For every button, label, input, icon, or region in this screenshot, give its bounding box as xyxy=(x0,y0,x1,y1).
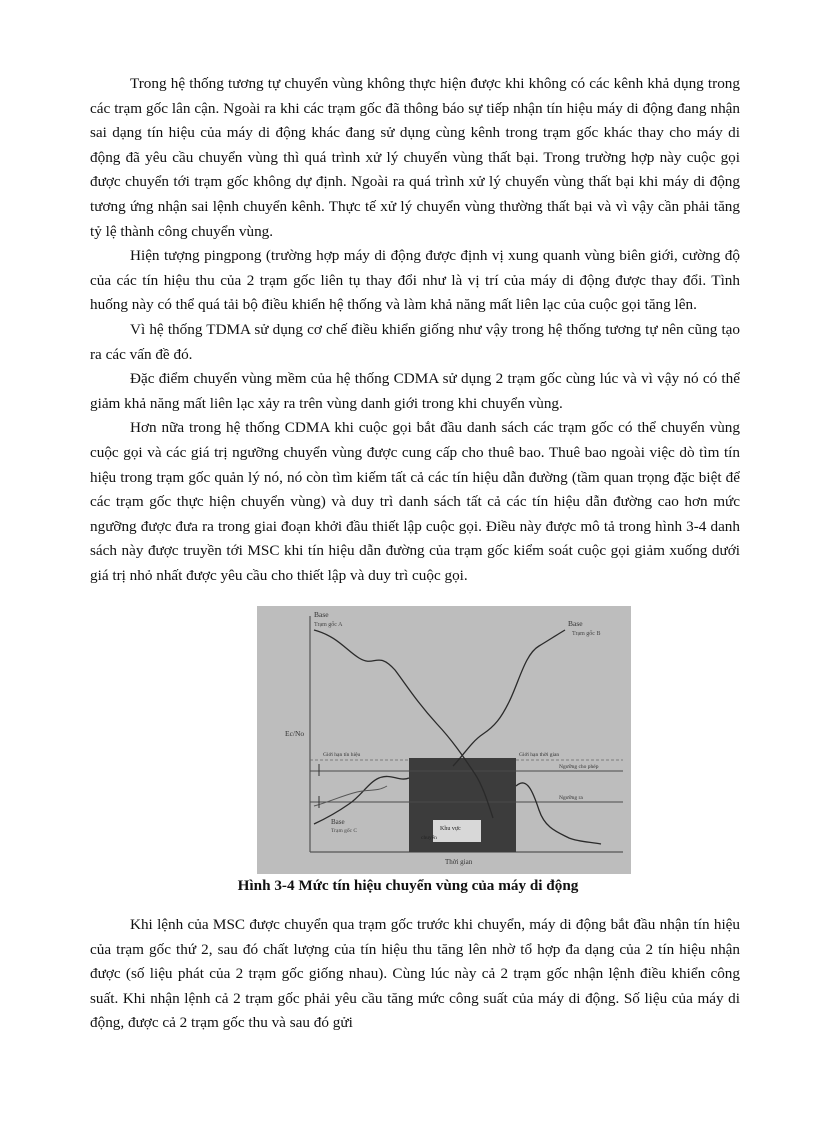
handoff-signal-figure xyxy=(257,606,631,874)
figure-caption: Hình 3-4 Mức tín hiệu chuyển vùng của máy di động xyxy=(237,877,579,894)
base-c-label: Base xyxy=(331,818,345,826)
base-c-sub-label: Trạm gốc C xyxy=(331,828,358,834)
base-a-sub-label: Trạm gốc A xyxy=(314,622,343,628)
threshold-allow-label: Ngưỡng cho phép xyxy=(559,764,599,770)
base-b-sub-label: Trạm gốc B xyxy=(572,631,601,637)
body-text-top xyxy=(90,72,740,588)
base-b-label: Base xyxy=(568,619,583,628)
signal-limit-label: Giới hạn tín hiệu xyxy=(323,752,361,758)
base-a-label: Base xyxy=(314,610,329,619)
x-axis-label: Thời gian xyxy=(445,858,473,866)
paragraph: Khi lệnh của MSC được chuyển qua trạm gốc trước khi chuyển, máy di động bắt đầu nhận tín hiệu của trạm gốc thứ 2, sau đó chất lượng của tín hiệu thu tăng lên nhờ tổ hợp đa dạng của 2 tín hiệu nhận được (số liệu phát của 2 trạm gốc giống nhau). Cùng lúc này cả 2 trạm gốc nhận lệnh điều khiển công suất. Khi nhận lệnh cả 2 trạm gốc phải yêu cầu tăng mức công suất của máy di động. Số liệu của máy di động, được cả 2 trạm gốc thu và sau đó gửi xyxy=(90,916,740,1032)
figure-graphic xyxy=(257,606,631,874)
paragraph: Đặc điểm chuyển vùng mềm của hệ thống CDMA sử dụng 2 trạm gốc cùng lúc và vì vậy nó có thể giảm khả năng mất liên lạc xảy ra trên vùng danh giới trong khi chuyển vùng. xyxy=(90,370,740,412)
paragraph: Hiện tượng pingpong (trường hợp máy di động được định vị xung quanh vùng biên giới, cường độ của các tín hiệu thu của 2 trạm gốc liên tụ thay đổi như là vị trí của máy di động được thay đổi. Tình huống này có thể quá tải bộ điều khiển hệ thống và làm khả năng mất liên lạc của cuộc gọi tăng lên. xyxy=(90,247,740,314)
y-axis-label: Ec/No xyxy=(285,729,305,738)
zone-label: Khu vực xyxy=(440,826,461,832)
paragraph: Trong hệ thống tương tự chuyển vùng không thực hiện được khi không có các kênh khả dụng trong các trạm gốc lân cận. Ngoài ra khi các trạm gốc đã thông báo sự tiếp nhận tín hiệu máy di động đang nhận sai dạng tín hiệu của máy di động khác đang sử dụng cùng kênh trong trạm gốc khác thay cho máy di động đã yêu cầu chuyển vùng thì quá trình xử lý chuyển vùng thất bại. Trong trường hợp này cuộc gọi được chuyển tới trạm gốc không dự định. Ngoài ra quá trình xử lý chuyển vùng thất bại khi máy di động tương ứng nhận sai lệnh chuyển kênh. Thực tế xử lý chuyển vùng thường thất bại và vì vậy cần phải tăng tỷ lệ thành công chuyển vùng. xyxy=(90,75,740,240)
zone-sub-label: chuyển xyxy=(421,835,437,841)
paragraph: Vì hệ thống TDMA sử dụng cơ chế điều khiển giống như vậy trong hệ thống tương tự nên cũng tạo ra các vấn đề đó. xyxy=(90,320,740,363)
threshold-drop-label: Ngưỡng ra xyxy=(559,795,583,801)
base-c-curve xyxy=(314,776,409,824)
paragraph: Hơn nữa trong hệ thống CDMA khi cuộc gọi bắt đầu danh sách các trạm gốc có thể chuyển vùng cuộc gọi và các giá trị ngưỡng chuyển vùng được cung cấp cho thuê bao. Thuê bao ngoài việc dò tìm tín hiệu trong trạm gốc quản lý nó, nó còn tìm kiếm tất cả các tín hiệu dẫn đường (tầm quan trọng đặc biệt để các trạm gốc thực hiện chuyển vùng) và duy trì danh sách tất cả các tín hiệu dẫn đường cao hơn mức ngưỡng được đưa ra trong giai đoạn khởi đầu thiết lập cuộc gọi. Điều này được mô tả trong hình 3-4 danh sách này được truyền tới MSC khi tín hiệu dẫn đường của trạm gốc kiểm soát cuộc gọi giảm xuống dưới giá trị nhỏ nhất được yêu cầu cho thiết lập và duy trì cuộc gọi. xyxy=(90,419,740,584)
body-text-bottom xyxy=(90,913,740,1036)
time-limit-label: Giới hạn thời gian xyxy=(519,752,560,758)
right-lower-curve xyxy=(516,783,601,844)
base-b-curve xyxy=(453,630,565,766)
